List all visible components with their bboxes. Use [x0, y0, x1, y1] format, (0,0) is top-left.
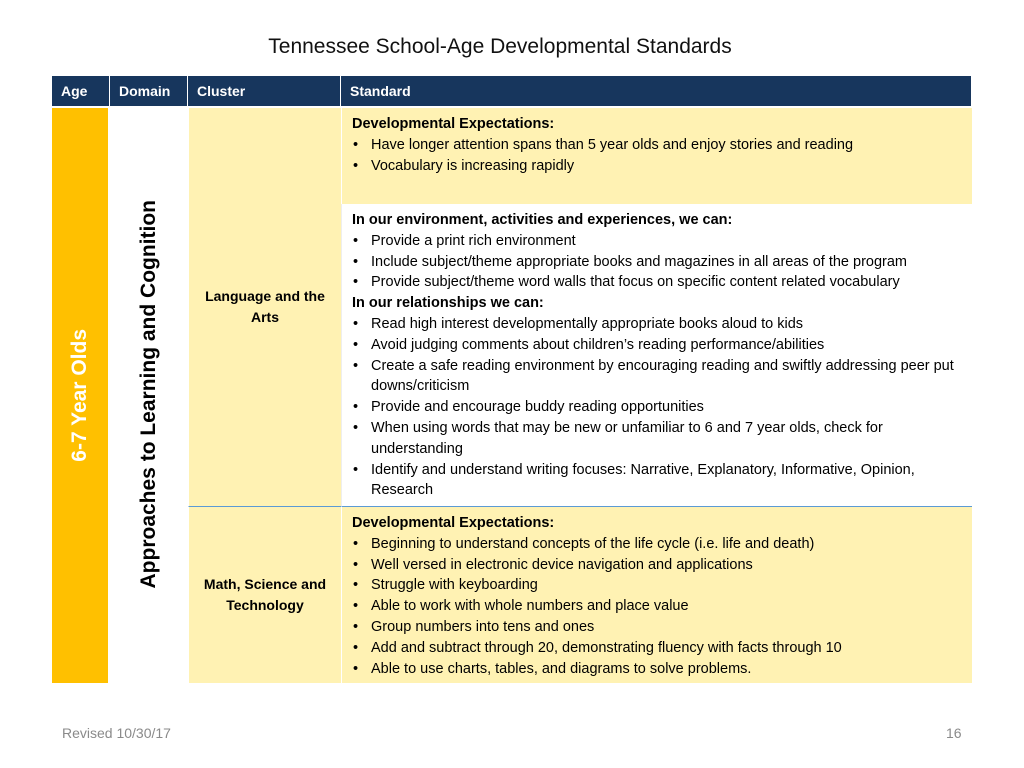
section-heading: In our relationships we can: — [352, 295, 544, 312]
age-label: 6-7 Year Olds — [68, 329, 91, 462]
list-item: • Create a safe reading environment by encouraging reading and swiftly addressing peer put downs/criticism — [352, 356, 962, 398]
list-item: • Include subject/theme appropriate books and magazines in all areas of the program — [352, 252, 962, 273]
standard-math-dev — [341, 506, 972, 683]
header-age: Age — [52, 76, 110, 106]
page-title: Tennessee School-Age Developmental Standards — [268, 35, 732, 58]
header-cluster: Cluster — [188, 76, 341, 106]
list-item: • Provide a print rich environment — [352, 231, 962, 252]
bullet-list — [352, 314, 962, 501]
revised-date: Revised 10/30/17 — [62, 725, 171, 741]
list-item: • Have longer attention spans than 5 year olds and enjoy stories and reading — [352, 135, 962, 156]
list-item: • When using words that may be new or unfamiliar to 6 and 7 year olds, check for understanding — [352, 418, 962, 460]
cluster-label: Math, Science and Technology — [203, 576, 327, 613]
header-standard: Standard — [341, 76, 972, 106]
bullet-list — [352, 135, 962, 177]
list-item: • Able to work with whole numbers and place value — [352, 596, 962, 617]
domain-cell — [110, 106, 188, 683]
list-item: • Struggle with keyboarding — [352, 575, 962, 596]
list-item: • Able to use charts, tables, and diagrams to solve problems. — [352, 659, 962, 680]
standards-table — [52, 76, 972, 683]
standard-language-support — [341, 204, 972, 506]
list-item: • Identify and understand writing focuses: Narrative, Explanatory, Informative, Opinion, Research — [352, 460, 962, 502]
domain-label: Approaches to Learning and Cognition — [137, 200, 160, 589]
list-item: • Well versed in electronic device navigation and applications — [352, 555, 962, 576]
list-item: • Provide and encourage buddy reading opportunities — [352, 397, 962, 418]
list-item: • Read high interest developmentally appropriate books aloud to kids — [352, 314, 962, 335]
cluster-math-science-tech — [188, 506, 341, 683]
list-item: • Provide subject/theme word walls that focus on specific content related vocabulary — [352, 272, 962, 293]
bullet-list — [352, 534, 962, 680]
cluster-label: Language and the Arts — [205, 288, 325, 325]
standard-language-dev — [341, 106, 972, 204]
section-heading: Developmental Expectations: — [352, 515, 555, 531]
list-item: • Beginning to understand concepts of the life cycle (i.e. life and death) — [352, 534, 962, 555]
cluster-language-arts — [188, 106, 341, 506]
list-item: • Group numbers into tens and ones — [352, 617, 962, 638]
header-domain: Domain — [110, 76, 188, 106]
age-cell — [52, 106, 110, 683]
section-heading: In our environment, activities and experiences, we can: — [352, 212, 733, 228]
list-item: • Add and subtract through 20, demonstrating fluency with facts through 10 — [352, 638, 962, 659]
page-number: 16 — [946, 725, 962, 741]
list-item: • Avoid judging comments about children’s reading performance/abilities — [352, 335, 962, 356]
section-heading: Developmental Expectations: — [352, 116, 555, 132]
bullet-list — [352, 231, 962, 293]
list-item: • Vocabulary is increasing rapidly — [352, 156, 962, 177]
